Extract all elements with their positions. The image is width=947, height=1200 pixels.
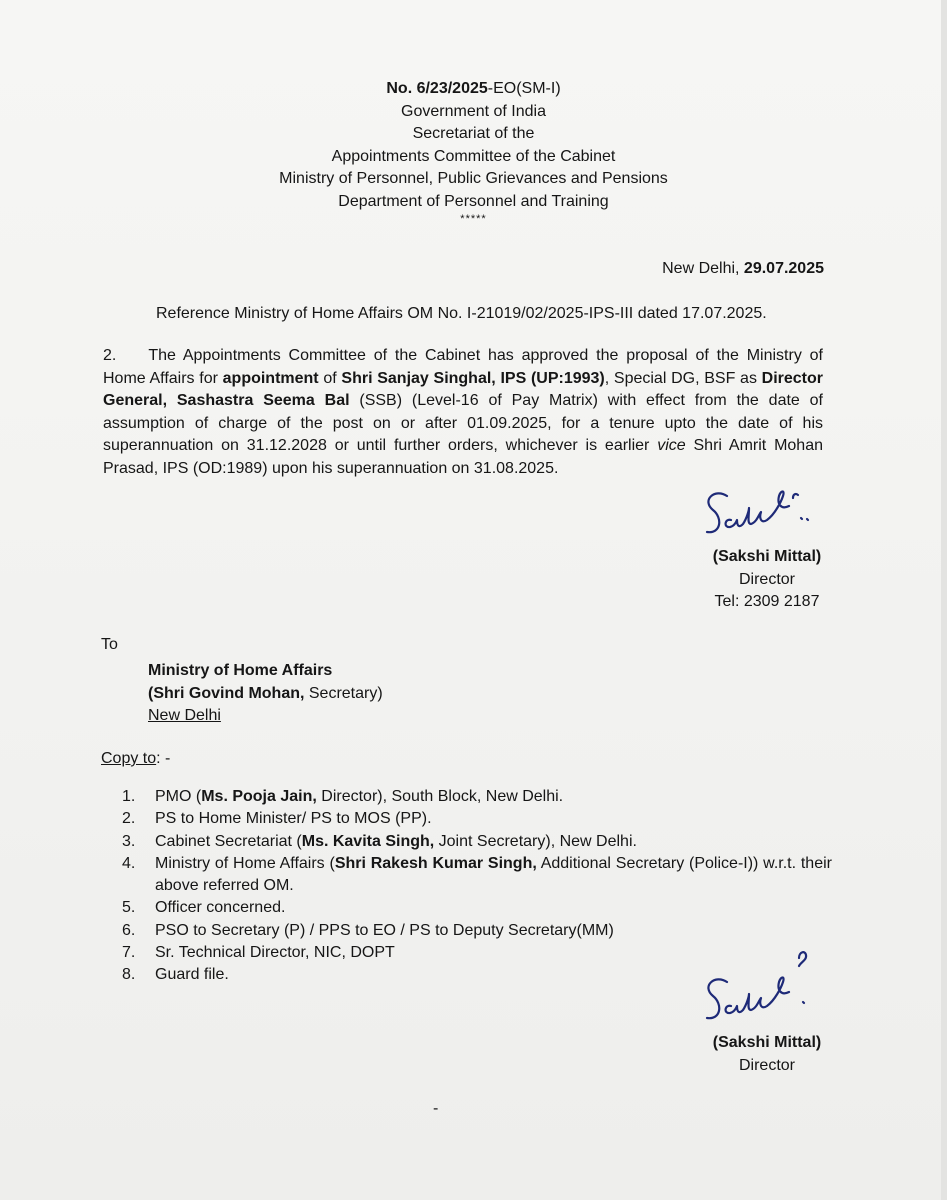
header-line-secretariat: Secretariat of the (412, 125, 535, 142)
signatory-designation: Director (738, 570, 795, 588)
header-line-government: Government of India (401, 102, 546, 120)
date-line: New Delhi, 29.07.2025 (662, 260, 824, 277)
list-item: 7. Sr. Technical Director, NIC, DOPT (122, 944, 395, 962)
file-number: No. 6/23/2025-EO(SM-I) (386, 80, 561, 97)
letterhead (0, 78, 947, 225)
signatory-tel: Tel: 2309 2187 (714, 593, 820, 610)
header-line-ministry: Ministry of Personnel, Public Grievances and Pensions (279, 170, 668, 187)
list-item: 3. Cabinet Secretariat (Ms. Kavita Singh, Joint Secretary), New Delhi. (122, 832, 637, 850)
list-item: 2. PS to Home Minister/ PS to MOS (PP). (122, 810, 432, 828)
header-line-committee: Appointments Committee of the Cabinet (331, 147, 616, 165)
list-item: 1. PMO (Ms. Pooja Jain, Director), South Block, New Delhi. (122, 788, 564, 805)
signatory-name: (Sakshi Mittal) (712, 1034, 822, 1051)
handwritten-signature (697, 940, 837, 1032)
copy-to-label: Copy to: - (101, 750, 171, 767)
reference-line: Reference Ministry of Home Affairs OM No. I-21019/02/2025-IPS-III dated 17.07.2025. (156, 305, 767, 322)
list-item: 6. PSO to Secretary (P) / PPS to EO / PS to Deputy Secretary(MM) (122, 921, 614, 939)
footer-dash: - (433, 1100, 439, 1117)
signatory-name: (Sakshi Mittal) (712, 548, 822, 565)
list-item: 5. Officer concerned. (122, 899, 286, 917)
paragraph-2: 2. The Appointments Committee of the Cabinet has approved the proposal of the Ministry of Home Affairs for appointment of Shri Sanjay Singhal, IPS (UP:1993), Special DG, BSF as Director General, Sashastra Seema Bal (SSB) (Level-16 of Pay Matrix) with effect from the date of assumption of charge of the post on or after 01.09.2025, for a tenure upto the date of his superannuation on 31.12.2028 or until further orders, whichever is earlier vice Shri Amrit Mohan Prasad, IPS (OD:1989) upon his superannuation on 31.08.2025. (103, 347, 824, 477)
header-line-department: Department of Personnel and Training (338, 192, 609, 210)
addressee-city: New Delhi (148, 707, 221, 724)
handwritten-signature (697, 478, 837, 546)
header-stars: ***** (460, 213, 487, 225)
signature-block-1 (697, 478, 837, 614)
signature-block-2 (697, 940, 837, 1077)
list-item: 8. Guard file. (122, 966, 229, 984)
addressee-org: Ministry of Home Affairs (148, 662, 333, 679)
to-label: To (101, 636, 118, 653)
addressee-block (148, 660, 383, 728)
signatory-designation: Director (738, 1056, 795, 1074)
addressee-person: (Shri Govind Mohan, Secretary) (148, 684, 383, 702)
list-item: 4. Ministry of Home Affairs (Shri Rakesh Kumar Singh, Additional Secretary (Police-I)) w.r.t. their above referred OM. (122, 854, 832, 895)
